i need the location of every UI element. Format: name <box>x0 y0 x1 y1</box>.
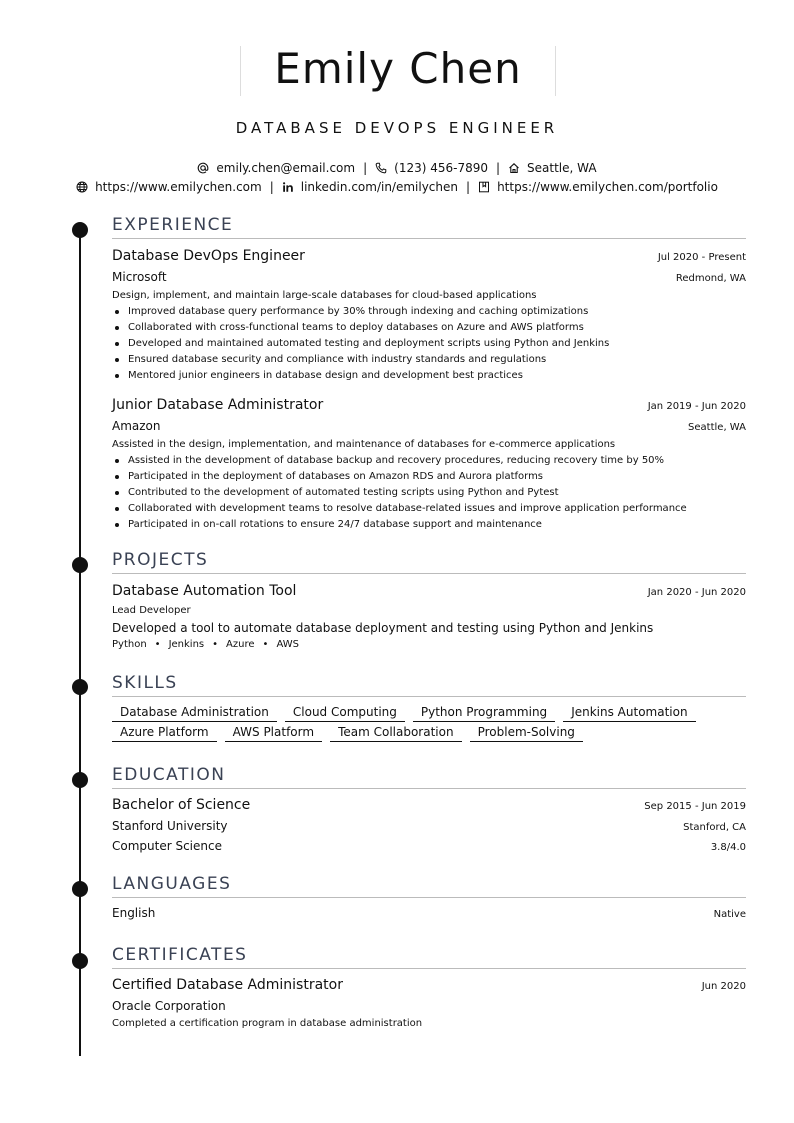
job-summary: Design, implement, and maintain large-scale databases for cloud-based applications <box>112 290 537 301</box>
tech-tag: AWS <box>276 639 299 650</box>
certificates-section <box>112 944 746 1032</box>
degree: Bachelor of Science <box>112 797 251 813</box>
experience-section <box>112 214 746 533</box>
bullet-list <box>112 304 746 384</box>
globe-icon <box>76 180 95 194</box>
location-text: Seattle, WA <box>527 161 597 175</box>
company-name: Amazon <box>112 419 161 433</box>
job-title: Junior Database Administrator <box>112 397 324 413</box>
tech-tag: Jenkins <box>168 639 205 650</box>
certificate-title: Certified Database Administrator <box>112 977 343 993</box>
certificate-date: Jun 2020 <box>701 981 746 992</box>
website-link[interactable]: https://www.emilychen.com <box>95 180 262 194</box>
linkedin-icon <box>282 180 301 194</box>
list-item: Improved database query performance by 30% through indexing and caching optimizations <box>112 304 746 320</box>
gpa: 3.8/4.0 <box>710 842 746 853</box>
section-heading: EXPERIENCE <box>112 214 746 239</box>
skill-tag: Problem-Solving <box>470 724 583 742</box>
company-name: Microsoft <box>112 270 167 284</box>
project-role: Lead Developer <box>112 605 191 616</box>
education-entry <box>112 795 746 857</box>
job-title: DATABASE DEVOPS ENGINEER <box>235 119 559 137</box>
language-name: English <box>112 906 156 920</box>
skill-tag: Azure Platform <box>112 724 217 742</box>
name-frame <box>240 46 556 96</box>
timeline-line <box>79 230 81 1056</box>
linkedin-link[interactable]: linkedin.com/in/emilychen <box>300 180 459 194</box>
certificate-description: Completed a certification program in database administration <box>112 1018 423 1029</box>
section-heading: PROJECTS <box>112 549 746 574</box>
experience-entry <box>112 395 746 533</box>
project-title: Database Automation Tool <box>112 583 297 599</box>
job-date: Jul 2020 - Present <box>657 252 746 263</box>
certificate-entry <box>112 975 746 1032</box>
list-item: Mentored junior engineers in database design and development best practices <box>112 368 746 384</box>
candidate-name: Emily Chen <box>274 44 522 93</box>
field-of-study: Computer Science <box>112 839 222 853</box>
list-item: Participated in the deployment of databases on Amazon RDS and Aurora platforms <box>112 469 746 485</box>
skills-list <box>112 704 746 742</box>
list-item: Assisted in the development of database backup and recovery procedures, reducing recovery time by 50% <box>112 453 746 469</box>
skills-section <box>112 672 746 742</box>
separator: | <box>269 180 274 194</box>
section-heading: LANGUAGES <box>112 873 746 898</box>
section-heading: SKILLS <box>112 672 746 697</box>
job-location: Redmond, WA <box>675 273 746 284</box>
education-date: Sep 2015 - Jun 2019 <box>644 801 746 812</box>
skill-tag: Jenkins Automation <box>563 704 695 722</box>
certificate-issuer: Oracle Corporation <box>112 999 226 1013</box>
bookmark-icon <box>478 180 497 194</box>
list-item: Participated in on-call rotations to ensure 24/7 database support and maintenance <box>112 517 746 533</box>
project-entry <box>112 581 746 653</box>
skill-tag: Team Collaboration <box>330 724 462 742</box>
home-icon <box>508 161 527 175</box>
language-entry <box>112 904 746 924</box>
project-technologies <box>112 637 746 653</box>
separator: | <box>466 180 471 194</box>
skill-tag: Cloud Computing <box>285 704 405 722</box>
bullet-list <box>112 453 746 533</box>
list-item: Developed and maintained automated testing and deployment scripts using Python and Jenkins <box>112 336 746 352</box>
timeline-dot <box>72 881 88 897</box>
list-item: Ensured database security and compliance with industry standards and regulations <box>112 352 746 368</box>
section-heading: EDUCATION <box>112 764 746 789</box>
email-link[interactable]: emily.chen@email.com <box>216 161 356 175</box>
tech-separator: • <box>154 639 161 650</box>
experience-entry <box>112 246 746 384</box>
tech-tag: Azure <box>226 639 255 650</box>
tech-tag: Python <box>112 639 147 650</box>
at-icon <box>197 161 216 175</box>
language-level: Native <box>713 909 746 920</box>
separator: | <box>496 161 501 175</box>
school-location: Stanford, CA <box>683 822 746 833</box>
job-title: Database DevOps Engineer <box>112 248 305 264</box>
skill-tag: AWS Platform <box>225 724 322 742</box>
skill-tag: Database Administration <box>112 704 277 722</box>
job-summary: Assisted in the design, implementation, and maintenance of databases for e-commerce applications <box>112 439 616 450</box>
timeline-dot <box>72 679 88 695</box>
job-location: Seattle, WA <box>688 422 746 433</box>
languages-section <box>112 873 746 924</box>
section-heading: CERTIFICATES <box>112 944 746 969</box>
education-section <box>112 764 746 857</box>
timeline-dot <box>72 772 88 788</box>
list-item: Collaborated with cross-functional teams to deploy databases on Azure and AWS platforms <box>112 320 746 336</box>
list-item: Contributed to the development of automated testing scripts using Python and Pytest <box>112 485 746 501</box>
skill-tag: Python Programming <box>413 704 555 722</box>
contact-line-1 <box>0 160 794 176</box>
school-name: Stanford University <box>112 819 228 833</box>
portfolio-link[interactable]: https://www.emilychen.com/portfolio <box>497 180 718 194</box>
timeline-dot <box>72 222 88 238</box>
project-description: Developed a tool to automate database deployment and testing using Python and Jenkins <box>112 621 654 635</box>
projects-section <box>112 549 746 653</box>
timeline-dot <box>72 953 88 969</box>
list-item: Collaborated with development teams to resolve database-related issues and improve application performance <box>112 501 746 517</box>
phone-icon <box>375 161 394 175</box>
timeline-dot <box>72 557 88 573</box>
contact-line-2 <box>0 179 794 195</box>
phone-number[interactable]: (123) 456-7890 <box>394 161 488 175</box>
job-date: Jan 2019 - Jun 2020 <box>647 401 746 412</box>
tech-separator: • <box>212 639 219 650</box>
tech-separator: • <box>262 639 269 650</box>
separator: | <box>363 161 368 175</box>
project-date: Jan 2020 - Jun 2020 <box>647 587 746 598</box>
